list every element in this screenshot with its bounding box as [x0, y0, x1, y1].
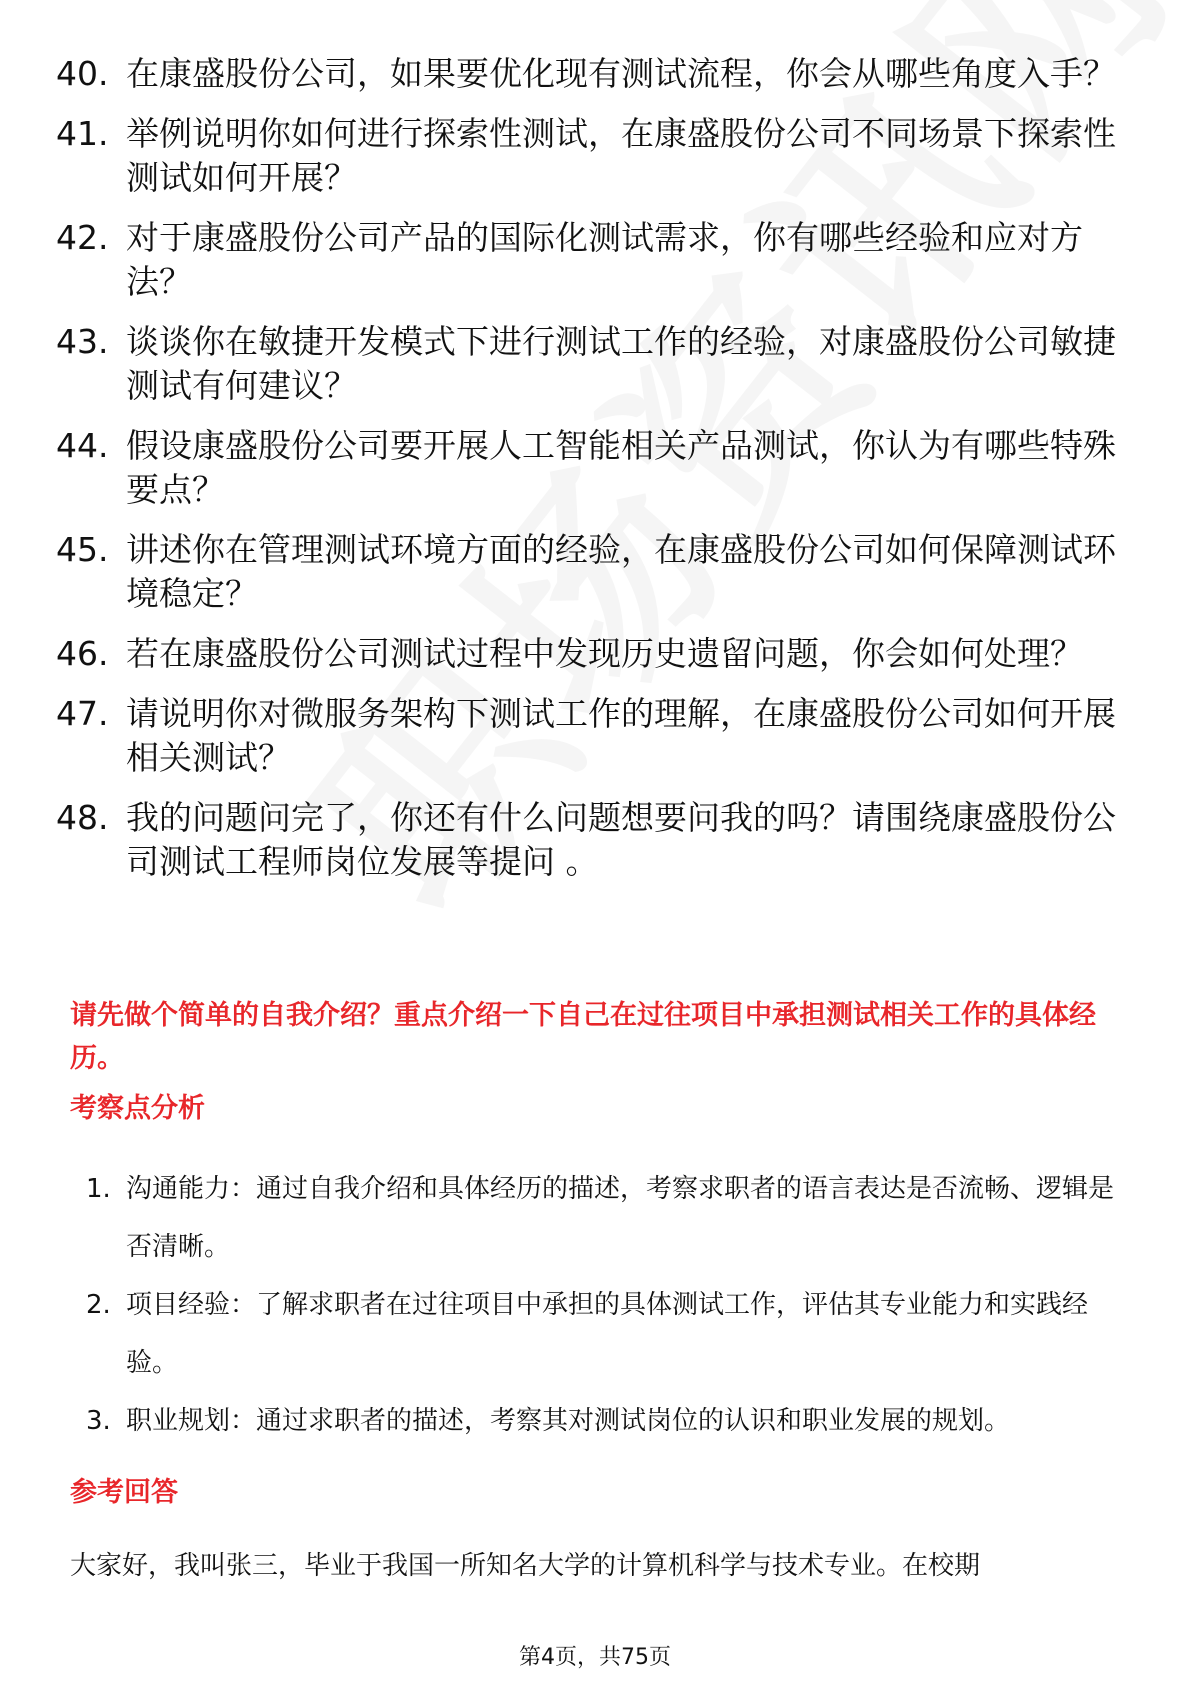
- list-item: [56, 320, 1126, 408]
- reference-paragraph: 大家好，我叫张三，毕业于我国一所知名大学的计算机科学与技术专业。在校期: [70, 1551, 981, 1581]
- item-number: 45.: [56, 530, 109, 569]
- list-item: [56, 692, 1126, 780]
- item-text: 项目经验：了解求职者在过往项目中承担的具体测试工作，评估其专业能力和实践经验。: [126, 1290, 1089, 1378]
- item-number: 48.: [56, 798, 109, 837]
- item-text: 职业规划：通过求职者的描述，考察其对测试岗位的认识和职业发展的规划。: [126, 1406, 1011, 1436]
- item-number: 46.: [56, 634, 109, 673]
- list-item: [56, 528, 1126, 616]
- page-footer: 第4页，共75页: [519, 1645, 671, 1670]
- item-number: 43.: [56, 322, 109, 361]
- item-number: 44.: [56, 426, 109, 465]
- list-item: [56, 424, 1126, 512]
- list-item: [56, 796, 1126, 884]
- item-number: 3.: [86, 1406, 111, 1436]
- item-text: 举例说明你如何进行探索性测试，在康盛股份公司不同场景下探索性测试如何开展？: [126, 114, 1116, 197]
- item-number: 42.: [56, 218, 109, 257]
- item-number: 2.: [86, 1290, 111, 1320]
- list-item: [56, 52, 1126, 96]
- list-item: [86, 1160, 1126, 1276]
- item-text: 假设康盛股份公司要开展人工智能相关产品测试，你认为有哪些特殊要点？: [126, 426, 1116, 509]
- list-item: [86, 1276, 1126, 1392]
- item-number: 41.: [56, 114, 109, 153]
- analysis-list: [86, 1160, 1126, 1450]
- item-text: 对于康盛股份公司产品的国际化测试需求，你有哪些经验和应对方法？: [126, 218, 1083, 301]
- highlight-question: 请先做个简单的自我介绍？重点介绍一下自己在过往项目中承担测试相关工作的具体经历。: [70, 1000, 1096, 1074]
- item-text: 请说明你对微服务架构下测试工作的理解，在康盛股份公司如何开展相关测试？: [126, 694, 1116, 777]
- list-item: [56, 216, 1126, 304]
- item-text: 我的问题问完了，你还有什么问题想要问我的吗？请围绕康盛股份公司测试工程师岗位发展等提问 。: [126, 798, 1116, 881]
- item-text: 沟通能力：通过自我介绍和具体经历的描述，考察求职者的语言表达是否流畅、逻辑是否清晰。: [126, 1174, 1115, 1262]
- item-text: 若在康盛股份公司测试过程中发现历史遗留问题，你会如何处理？: [126, 634, 1083, 673]
- analysis-heading: 考察点分析: [70, 1093, 205, 1124]
- list-item: [56, 112, 1126, 200]
- reference-heading: 参考回答: [70, 1477, 178, 1508]
- list-item: [56, 632, 1126, 676]
- item-text: 谈谈你在敏捷开发模式下进行测试工作的经验，对康盛股份公司敏捷测试有何建议？: [126, 322, 1116, 405]
- list-item: [86, 1392, 1126, 1450]
- item-number: 47.: [56, 694, 109, 733]
- item-text: 讲述你在管理测试环境方面的经验，在康盛股份公司如何保障测试环境稳定？: [126, 530, 1116, 613]
- item-number: 40.: [56, 54, 109, 93]
- question-list: [56, 52, 1126, 900]
- item-text: 在康盛股份公司，如果要优化现有测试流程，你会从哪些角度入手？: [126, 54, 1116, 93]
- item-number: 1.: [86, 1174, 111, 1204]
